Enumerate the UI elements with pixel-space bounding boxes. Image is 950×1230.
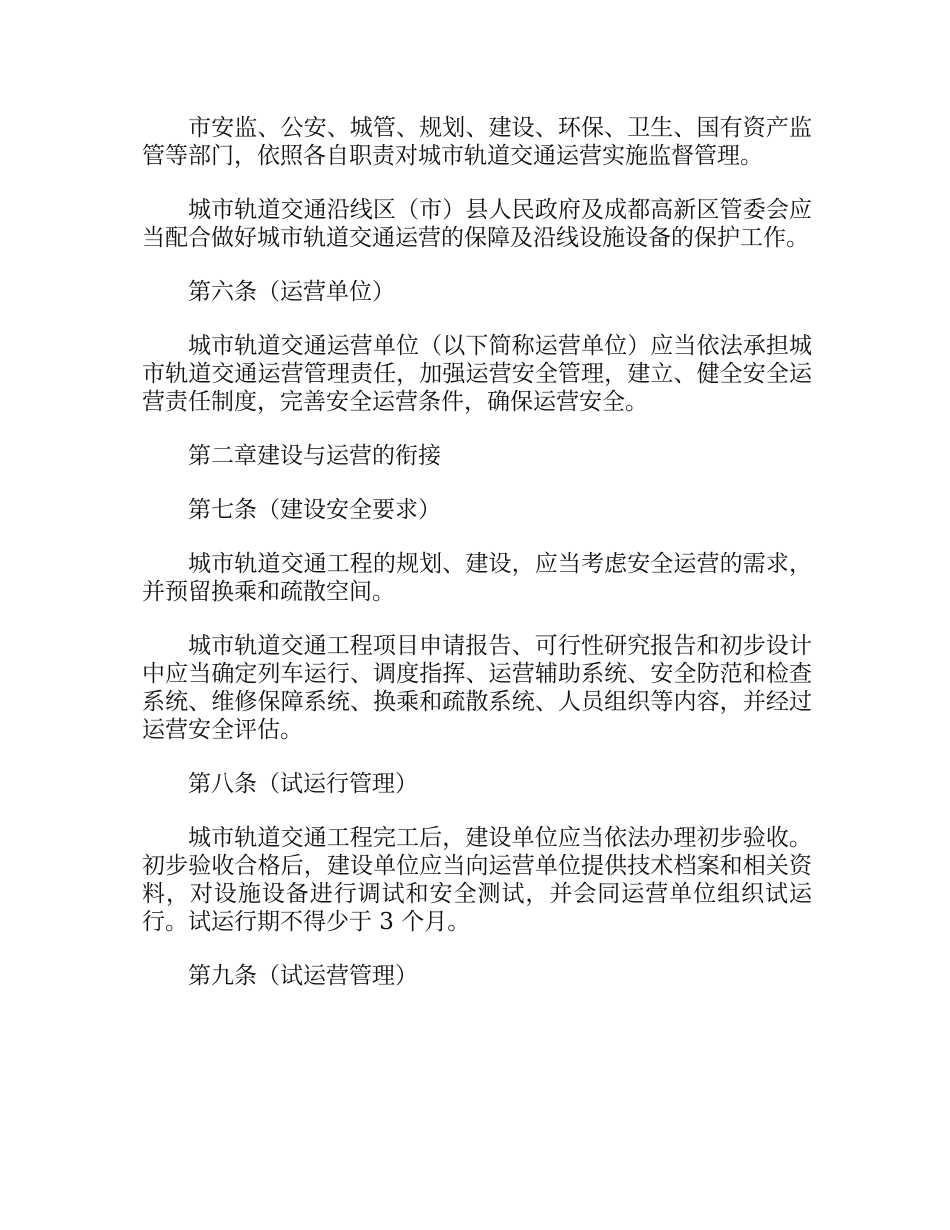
article-7-heading: 第七条（建设安全要求）: [188, 497, 441, 523]
article-6-heading: 第六条（运营单位）: [188, 279, 395, 305]
paragraph-supervision-departments: 市安监、公安、城管、规划、建设、环保、卫生、国有资产监管等部门，依照各自职责对城市轨道交通运营实施监督管理。: [142, 115, 812, 169]
chapter-2-heading: 第二章建设与运营的衔接: [188, 443, 441, 469]
article-8-heading: 第八条（试运行管理）: [188, 771, 418, 797]
paragraph-project-application: 城市轨道交通工程项目申请报告、可行性研究报告和初步设计中应当确定列车运行、调度指挥、运营辅助系统、安全防范和检查系统、维修保障系统、换乘和疏散系统、人员组织等内容，并经过运营安全评估。: [142, 633, 812, 743]
paragraph-trial-run: 城市轨道交通工程完工后，建设单位应当依法办理初步验收。初步验收合格后，建设单位应当向运营单位提供技术档案和相关资料，对设施设备进行调试和安全测试，并会同运营单位组织试运行。试运行期不得少于 3 个月。: [142, 825, 812, 935]
paragraph-planning-construction: 城市轨道交通工程的规划、建设，应当考虑安全运营的需求，并预留换乘和疏散空间。: [142, 551, 812, 605]
paragraph-operating-unit: 城市轨道交通运营单位（以下简称运营单位）应当依法承担城市轨道交通运营管理责任，加强运营安全管理，建立、健全安全运营责任制度，完善安全运营条件，确保运营安全。: [142, 333, 812, 415]
paragraph-district-governments: 城市轨道交通沿线区（市）县人民政府及成都高新区管委会应当配合做好城市轨道交通运营的保障及沿线设施设备的保护工作。: [142, 197, 812, 251]
document-page: [142, 114, 812, 1016]
article-9-heading: 第九条（试运营管理）: [188, 963, 418, 989]
